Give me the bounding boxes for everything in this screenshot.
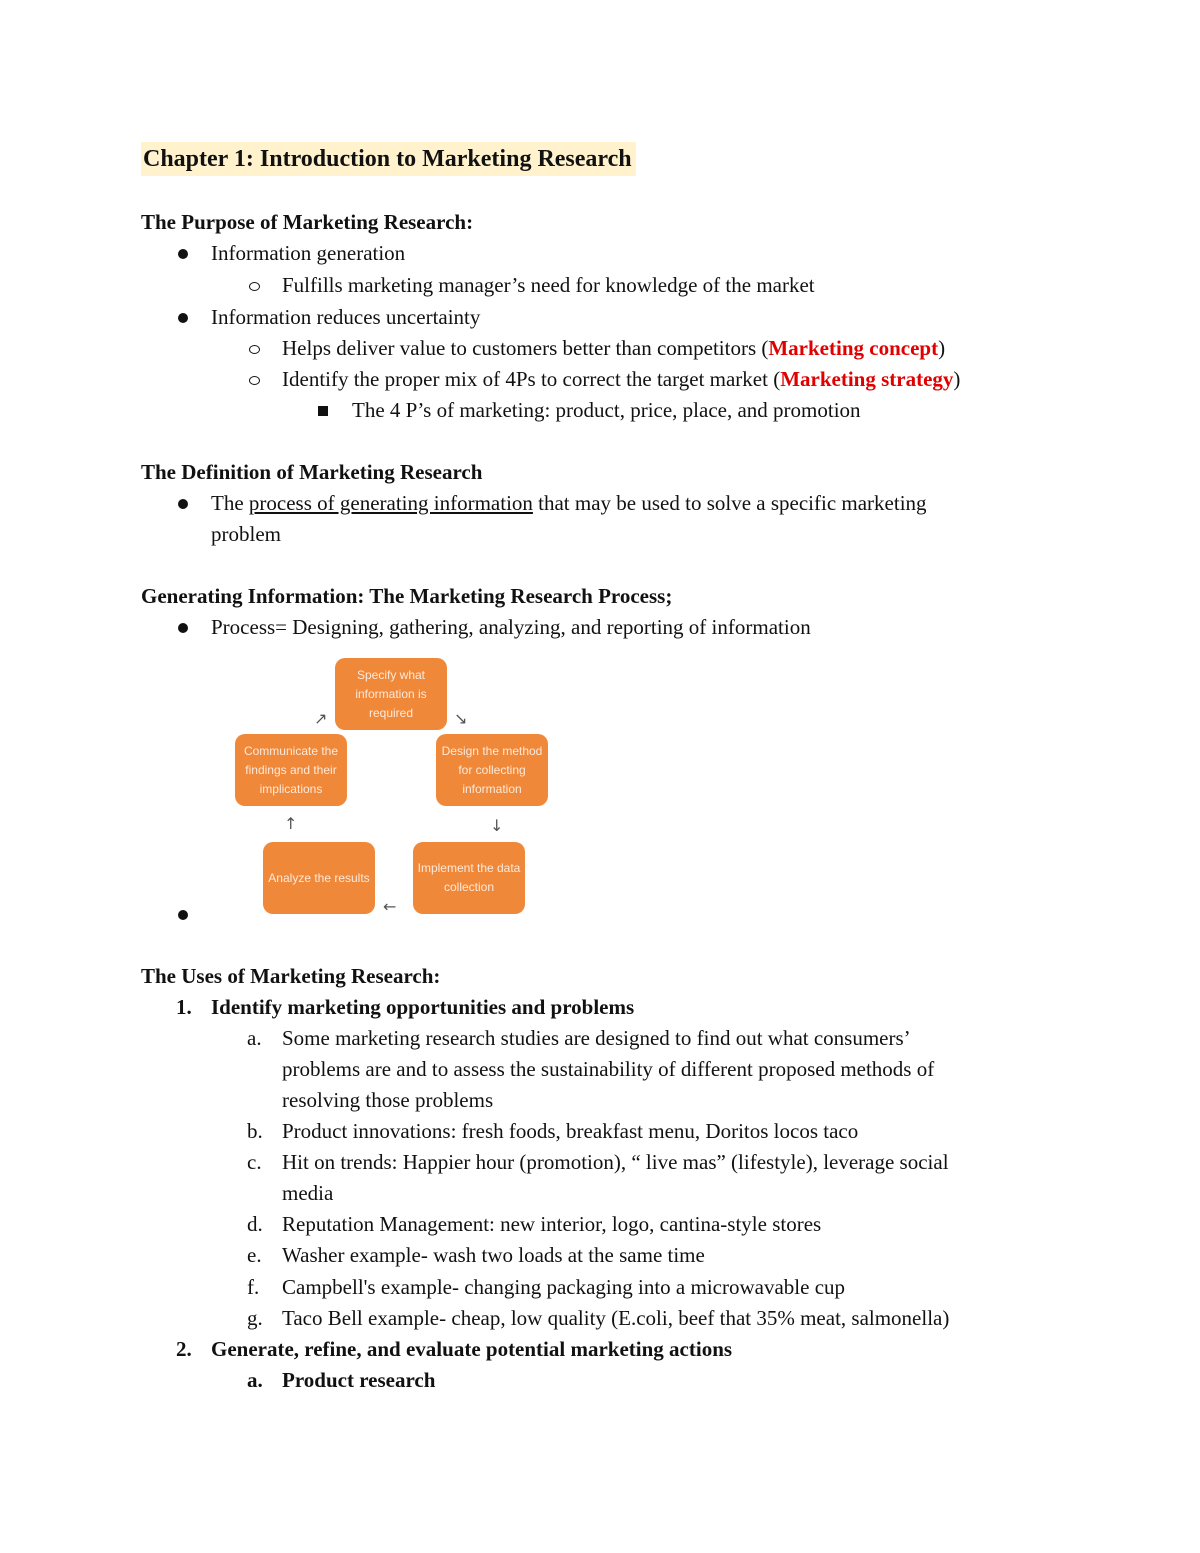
underlined-phrase: process of generating information	[248, 491, 533, 515]
process-heading: Generating Information: The Marketing Research Process;	[141, 584, 673, 608]
purpose-item-2-sub-2-sub: The 4 P’s of marketing: product, price, place, and promotion	[352, 398, 861, 422]
purpose-item-2-sub-2	[282, 364, 960, 395]
purpose-item-2: Information reduces uncertainty	[211, 305, 481, 329]
marketing-concept-term: Marketing concept	[768, 336, 939, 360]
bullet-circle-icon	[249, 282, 260, 291]
text-run: )	[953, 367, 961, 391]
uses-item-1e: Washer example- wash two loads at the same time	[282, 1243, 705, 1267]
arrow-up-right-icon: ↗	[314, 709, 328, 728]
uses-item-2a: Product research	[282, 1368, 436, 1392]
diagram-step-communicate: Communicate the findings and their implications	[235, 734, 347, 806]
process-item: Process= Designing, gathering, analyzing, and reporting of information	[211, 615, 811, 639]
page-title: Chapter 1: Introduction to Marketing Research	[141, 142, 636, 176]
arrow-left-icon: ←	[383, 897, 397, 916]
list-marker: 1.	[176, 995, 192, 1019]
bullet-circle-icon	[249, 345, 260, 354]
text-run: that may be used to solve a specific marketing	[532, 491, 927, 515]
bullet-dot-icon	[178, 313, 188, 323]
purpose-item-1: Information generation	[211, 241, 406, 265]
purpose-heading: The Purpose of Marketing Research:	[141, 210, 474, 234]
bullet-dot-icon	[178, 499, 188, 509]
uses-item-1a-line1: Some marketing research studies are designed to find out what consumers’	[282, 1026, 911, 1050]
uses-heading: The Uses of Marketing Research:	[141, 964, 441, 988]
list-marker: b.	[247, 1119, 263, 1143]
list-marker: c.	[247, 1150, 262, 1174]
uses-item-1a-line2: problems are and to assess the sustainability of different proposed methods of	[282, 1057, 935, 1081]
arrow-down-right-icon: ↘	[454, 709, 468, 728]
uses-item-1b: Product innovations: fresh foods, breakfast menu, Doritos locos taco	[282, 1119, 859, 1143]
bullet-dot-icon	[178, 249, 188, 259]
diagram-step-implement: Implement the data collection	[413, 842, 525, 914]
list-marker: a.	[247, 1368, 263, 1392]
list-marker: 2.	[176, 1337, 192, 1361]
text-run: Identify the proper mix of 4Ps to correct the target market (	[282, 367, 781, 391]
bullet-circle-icon	[249, 376, 260, 385]
diagram-step-design: Design the method for collecting information	[436, 734, 548, 806]
arrow-down-icon: ↓	[490, 816, 504, 835]
uses-item-1c-line1: Hit on trends: Happier hour (promotion), “ live mas” (lifestyle), leverage social	[282, 1150, 949, 1174]
bullet-dot-icon	[178, 623, 188, 633]
arrow-up-icon: ↑	[284, 814, 298, 833]
list-marker: d.	[247, 1212, 263, 1236]
definition-text	[211, 488, 927, 519]
text-run: The	[211, 491, 249, 515]
uses-item-1f: Campbell's example- changing packaging into a microwavable cup	[282, 1275, 846, 1299]
marketing-strategy-term: Marketing strategy	[780, 367, 954, 391]
list-marker: a.	[247, 1026, 262, 1050]
uses-item-2: Generate, refine, and evaluate potential marketing actions	[211, 1337, 733, 1361]
uses-item-1d: Reputation Management: new interior, logo, cantina-style stores	[282, 1212, 822, 1236]
definition-text-cont: problem	[211, 522, 281, 546]
purpose-item-2-sub-1	[282, 333, 945, 364]
diagram-step-specify: Specify what information is required	[335, 658, 447, 730]
uses-item-1c-line2: media	[282, 1181, 334, 1205]
uses-item-1g: Taco Bell example- cheap, low quality (E.coli, beef that 35% meat, salmonella)	[282, 1306, 950, 1330]
list-marker: g.	[247, 1306, 263, 1330]
purpose-item-1-sub: Fulfills marketing manager’s need for knowledge of the market	[282, 273, 815, 297]
list-marker: e.	[247, 1243, 262, 1267]
definition-heading: The Definition of Marketing Research	[141, 460, 483, 484]
bullet-dot-icon	[178, 910, 188, 920]
bullet-square-icon	[318, 406, 328, 416]
uses-item-1a-line3: resolving those problems	[282, 1088, 494, 1112]
diagram-step-analyze: Analyze the results	[263, 842, 375, 914]
text-run: Helps deliver value to customers better than competitors (	[282, 336, 769, 360]
list-marker: f.	[247, 1275, 260, 1299]
text-run: )	[938, 336, 946, 360]
uses-item-1: Identify marketing opportunities and problems	[211, 995, 635, 1019]
